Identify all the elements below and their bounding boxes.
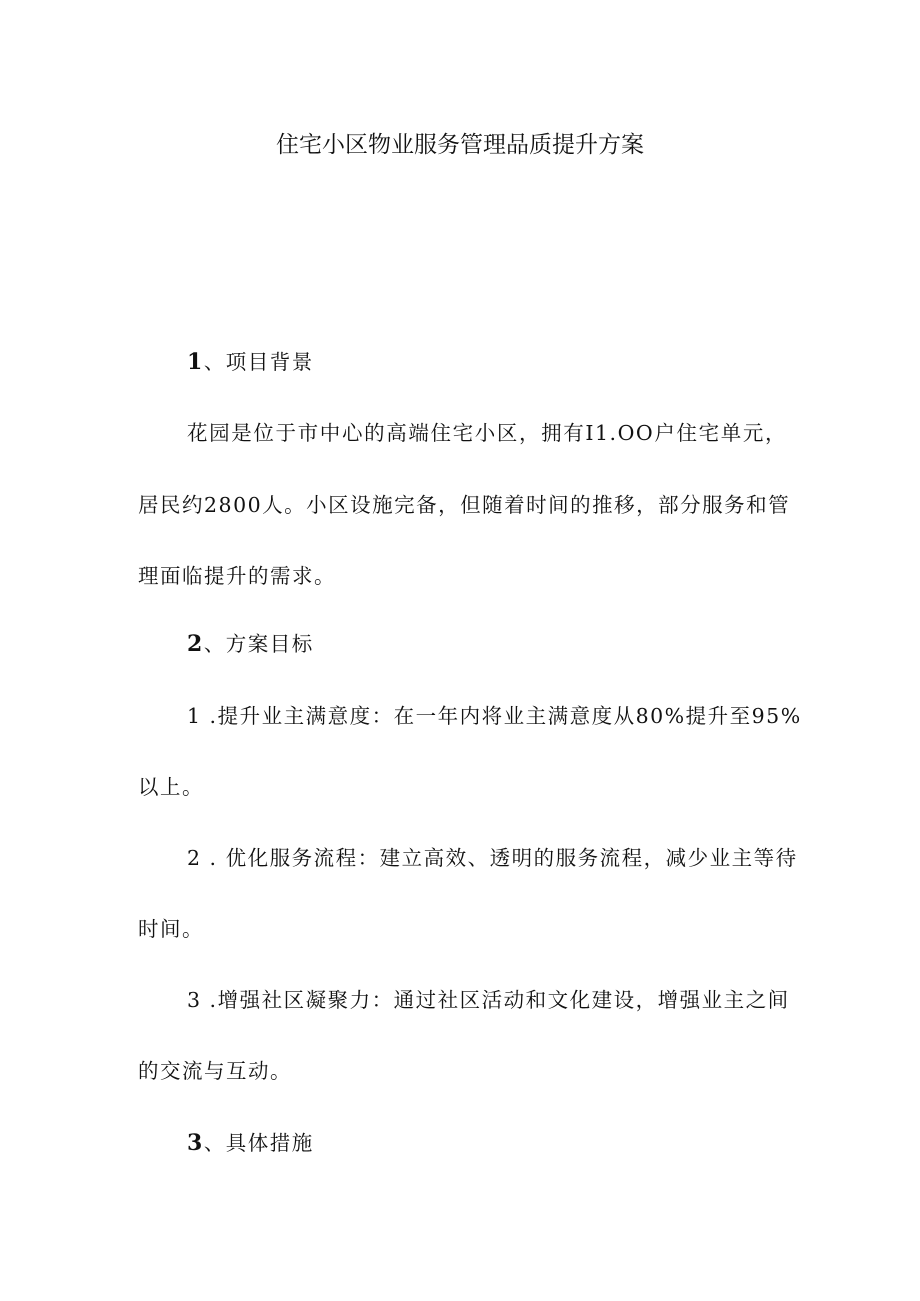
section-heading-1 (187, 344, 787, 380)
list-item-line: 时间。 (138, 917, 204, 941)
list-item-line: 以上。 (138, 775, 204, 799)
section-number: 2 (187, 631, 204, 657)
section-title: 、具体措施 (203, 1131, 314, 1155)
section-title: 、方案目标 (203, 632, 314, 656)
document-title: 住宅小区物业服务管理品质提升方案 (276, 132, 644, 158)
section-number: 1 (187, 349, 204, 375)
paragraph-line: 居民约2800人。小区设施完备，但随着时间的推移，部分服务和管 (138, 493, 791, 517)
list-item-line: 的交流与互动。 (138, 1059, 292, 1083)
paragraph-line: 花园是位于市中心的高端住宅小区，拥有I1.OO户住宅单元， (187, 421, 787, 445)
section-heading-3 (187, 1125, 787, 1161)
list-item-line: 2 . 优化服务流程：建立高效、透明的服务流程，减少业主等待 (187, 846, 798, 870)
list-item-line: 3 .增强社区凝聚力：通过社区活动和文化建设，增强业主之间 (187, 988, 790, 1012)
list-item-line: 1 .提升业主满意度：在一年内将业主满意度从80%提升至95% (187, 704, 802, 728)
section-title: 、项目背景 (203, 350, 314, 374)
section-heading-2 (187, 626, 787, 662)
section-number: 3 (187, 1130, 204, 1156)
paragraph-line: 理面临提升的需求。 (138, 564, 336, 588)
